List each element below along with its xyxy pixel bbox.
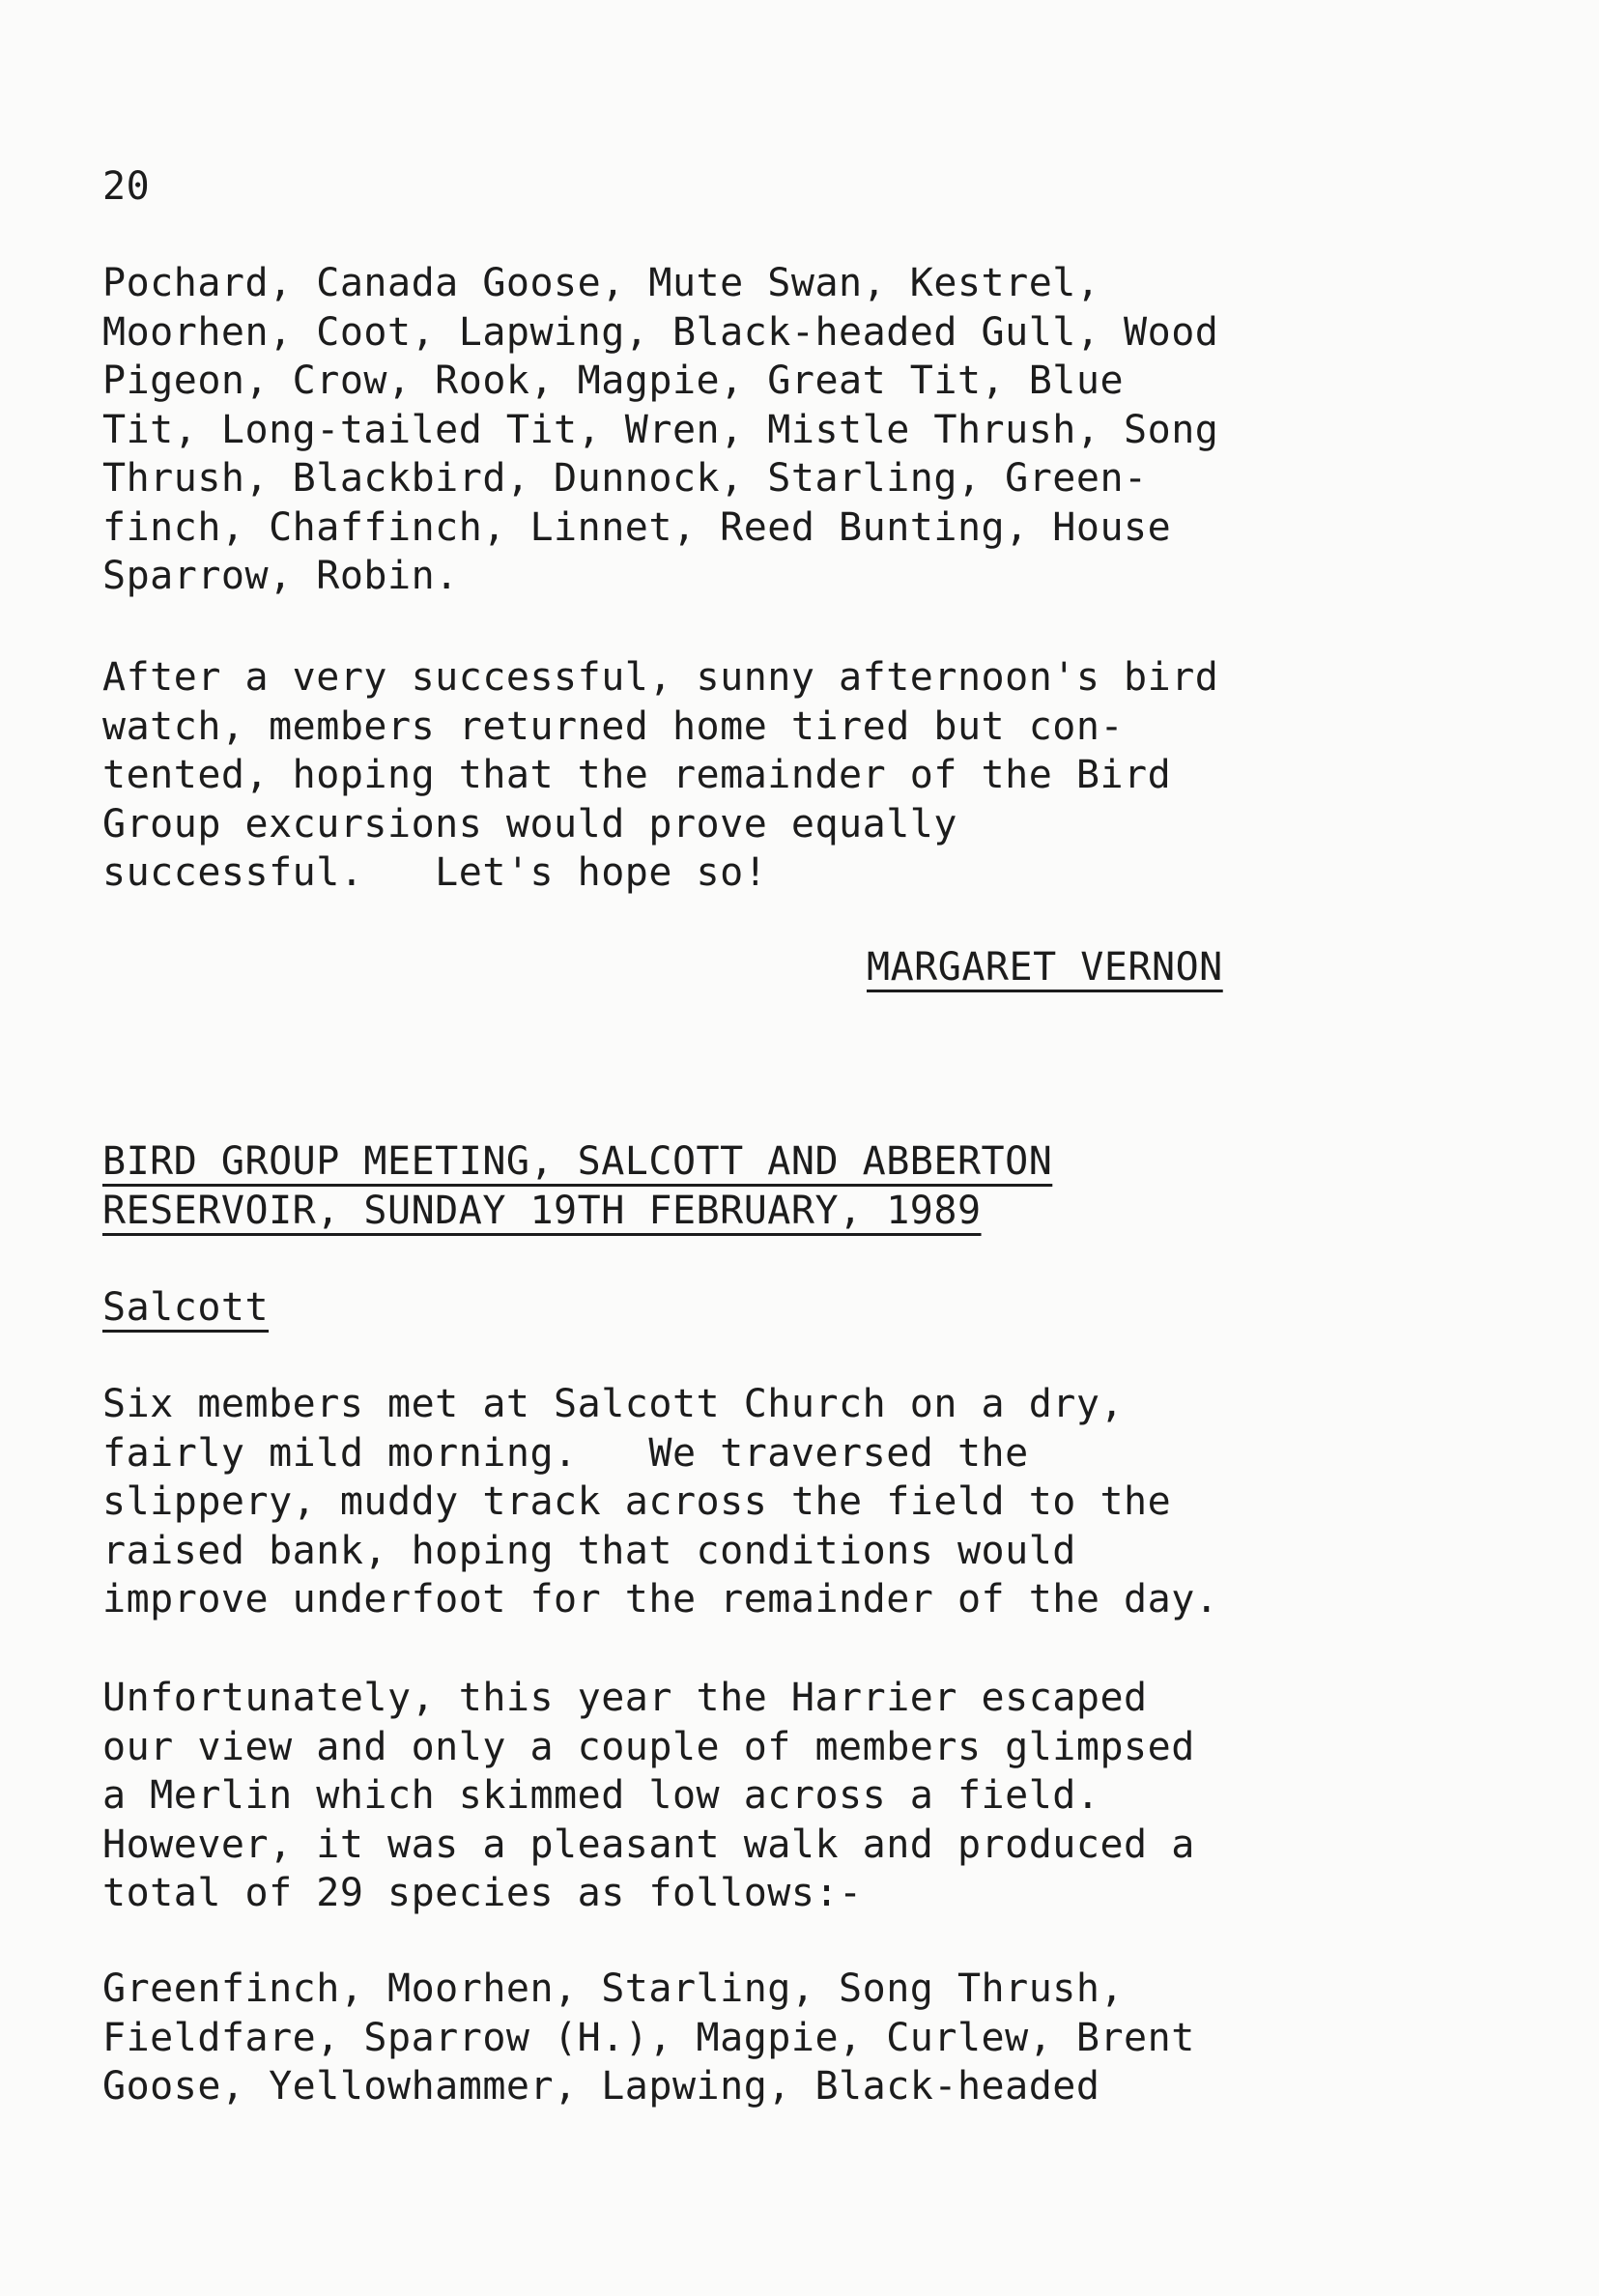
body-paragraph-1: Six members met at Salcott Church on a dry, fairly mild morning. We traversed the slippery, muddy track across the field to the raised bank, hoping that conditions would improve underfoot for the remainder of the day. [102, 1382, 1219, 1622]
subheading-salcott: Salcott [102, 1285, 270, 1330]
species-list-paragraph-2: Greenfinch, Moorhen, Starling, Song Thrush, Fieldfare, Sparrow (H.), Magpie, Curlew, Brent Goose, Yellowhammer, Lapwing, Black-headed [102, 1966, 1195, 2109]
body-paragraph-2: Unfortunately, this year the Harrier escaped our view and only a couple of members glimpsed a Merlin which skimmed low across a field. However, it was a pleasant walk and produced a total of 29 species as follows:- [102, 1676, 1195, 1915]
page-number: 20 [102, 164, 151, 209]
author-signature: MARGARET VERNON [867, 945, 1223, 990]
species-list-paragraph: Pochard, Canada Goose, Mute Swan, Kestrel, Moorhen, Coot, Lapwing, Black-headed Gull, Wood Pigeon, Crow, Rook, Magpie, Great Tit, Blue Tit, Long-tailed Tit, Wren, Mistle Thrush, Song Thrush, Blackbird, Dunnock, Starling, Green- finch, Chaffinch, Linnet, Reed Bunting, House Sparrow, Robin. [102, 261, 1219, 598]
closing-paragraph: After a very successful, sunny afternoon's bird watch, members returned home tired but con- tented, hoping that the remainder of the Bird Group excursions would prove equally successful. Let's hope so! [102, 655, 1219, 895]
section-heading: BIRD GROUP MEETING, SALCOTT AND ABBERTON RESERVOIR, SUNDAY 19TH FEBRUARY, 1989 [102, 1139, 1053, 1233]
